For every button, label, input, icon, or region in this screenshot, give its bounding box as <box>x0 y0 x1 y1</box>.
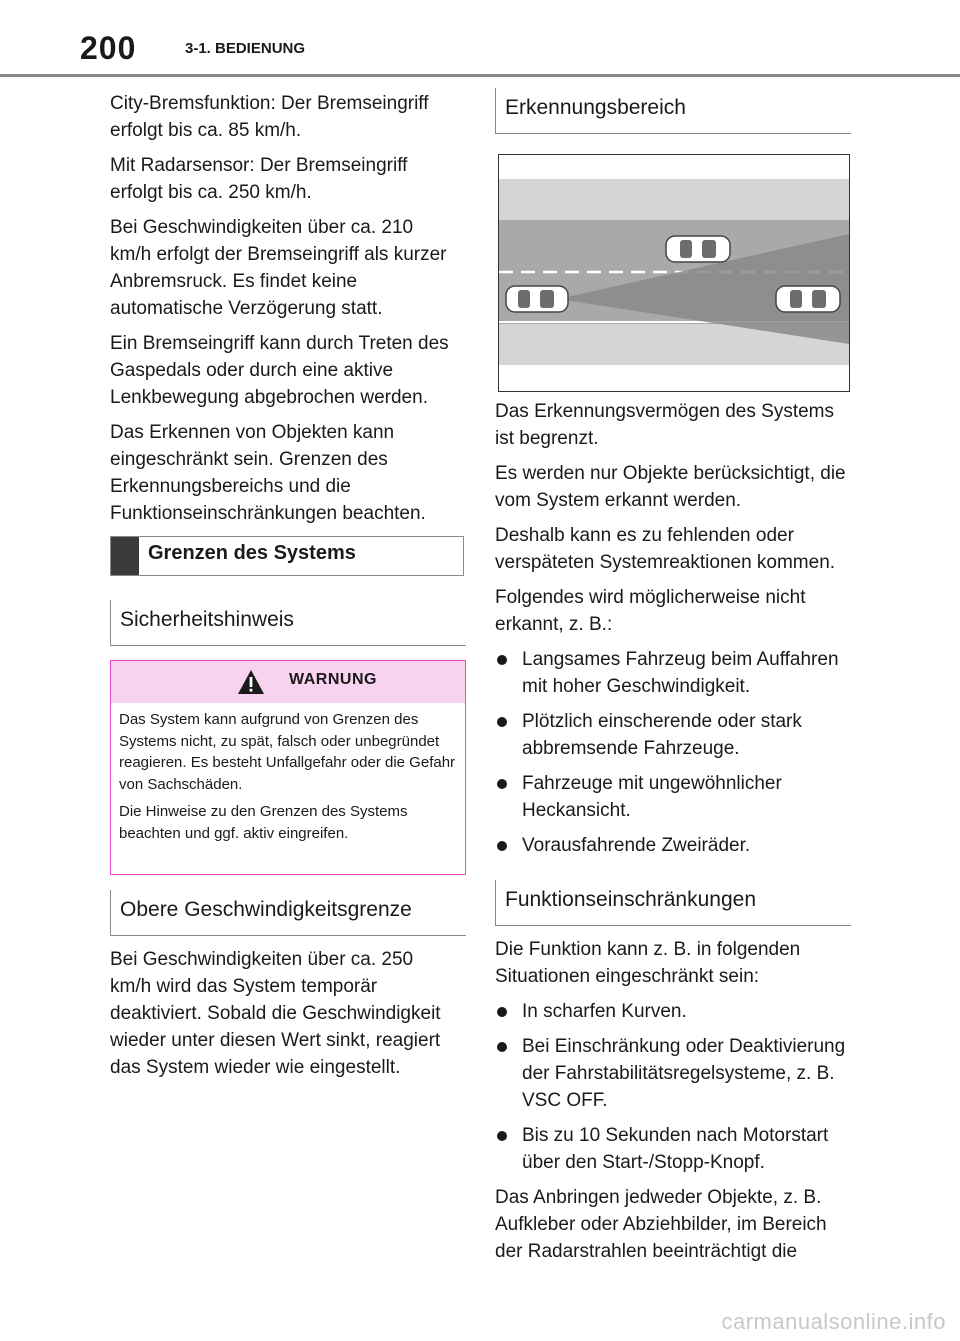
speed-limit-section <box>110 946 455 1089</box>
detection-heading: Erkennungsbereich <box>495 88 851 134</box>
detection-range-diagram <box>498 154 850 392</box>
paragraph: Das Anbringen jedweder Objekte, z. B. Aufkleber oder Abziehbilder, im Bereich der Radarstrahlen beeinträchtigt die <box>495 1187 827 1262</box>
list-item: Vorausfahrende Zweiräder. <box>495 832 855 859</box>
section-heading-text: Grenzen des Systems <box>148 542 356 564</box>
warning-paragraph: Die Hinweise zu den Grenzen des Systems beachten und ggf. aktiv eingreifen. <box>119 803 408 842</box>
warning-header <box>111 661 465 703</box>
function-list <box>495 998 855 1176</box>
warning-paragraph: Das System kann aufgrund von Grenzen des Systems nicht, zu spät, falsch oder unbegründet reagieren. Es besteht Unfallgefahr oder die Gefahr von Sachschäden. <box>119 711 456 793</box>
list-item: Langsames Fahrzeug beim Auffahren mit hoher Geschwindigkeit. <box>495 646 855 700</box>
section-title: 3-1. BEDIENUNG <box>185 40 306 57</box>
paragraph: City-Bremsfunktion: Der Bremseingriff erfolgt bis ca. 85 km/h. <box>110 93 429 141</box>
warning-box <box>110 660 466 875</box>
paragraph: Bei Geschwindigkeiten über ca. 210 km/h erfolgt der Bremseingriff als kurzer Anbremsruck. Es findet keine automatische Verzögerung statt. <box>110 217 447 319</box>
page-number: 200 <box>80 30 137 66</box>
car-front-left <box>666 236 730 262</box>
warning-body <box>111 703 465 844</box>
list-item: Bei Einschränkung oder Deaktivierung der Fahrstabilitätsregelsysteme, z. B. VSC OFF. <box>495 1033 855 1114</box>
car-ahead <box>776 286 840 312</box>
paragraph: Das Erkennen von Objekten kann eingeschränkt sein. Grenzen des Erkennungsbereichs und die Funktionseinschränkungen beachten. <box>110 422 426 524</box>
heading-marker <box>111 537 139 575</box>
header-divider <box>0 74 960 77</box>
paragraph: Das Erkennungsvermögen des Systems ist begrenzt. <box>495 401 834 449</box>
ego-car <box>506 286 568 312</box>
list-item: In scharfen Kurven. <box>495 998 855 1025</box>
paragraph: Folgendes wird möglicherweise nicht erkannt, z. B.: <box>495 587 806 635</box>
function-heading: Funktionseinschränkungen <box>495 880 851 926</box>
watermark: carmanualsonline.info <box>721 1309 946 1334</box>
section-heading <box>110 536 464 576</box>
left-intro <box>110 90 455 535</box>
paragraph: Es werden nur Objekte berücksichtigt, die vom System erkannt werden. <box>495 463 846 511</box>
warning-label: WARNUNG <box>289 671 377 688</box>
safety-heading: Sicherheitshinweis <box>110 600 466 646</box>
page-header <box>0 0 960 78</box>
list-item: Plötzlich einscherende oder stark abbremsende Fahrzeuge. <box>495 708 855 762</box>
warning-triangle-icon <box>237 669 265 695</box>
list-item: Bis zu 10 Sekunden nach Motorstart über den Start-/Stopp-Knopf. <box>495 1122 855 1176</box>
paragraph: Deshalb kann es zu fehlenden oder verspäteten Systemreaktionen kommen. <box>495 525 836 573</box>
list-item: Fahrzeuge mit ungewöhnlicher Heckansicht. <box>495 770 855 824</box>
detection-text <box>495 398 855 867</box>
detection-list <box>495 646 855 859</box>
paragraph: Ein Bremseingriff kann durch Treten des Gaspedals oder durch eine aktive Lenkbewegung abgebrochen werden. <box>110 333 449 408</box>
speed-limit-heading: Obere Geschwindigkeitsgrenze <box>110 890 466 936</box>
paragraph: Die Funktion kann z. B. in folgenden Situationen eingeschränkt sein: <box>495 939 801 987</box>
function-text <box>495 936 855 1273</box>
paragraph: Bei Geschwindigkeiten über ca. 250 km/h wird das System temporär deaktiviert. Sobald die Geschwindigkeit wieder unter diesen Wert sinkt, reagiert das System wieder wie eingestellt. <box>110 949 441 1078</box>
paragraph: Mit Radarsensor: Der Bremseingriff erfolgt bis ca. 250 km/h. <box>110 155 408 203</box>
